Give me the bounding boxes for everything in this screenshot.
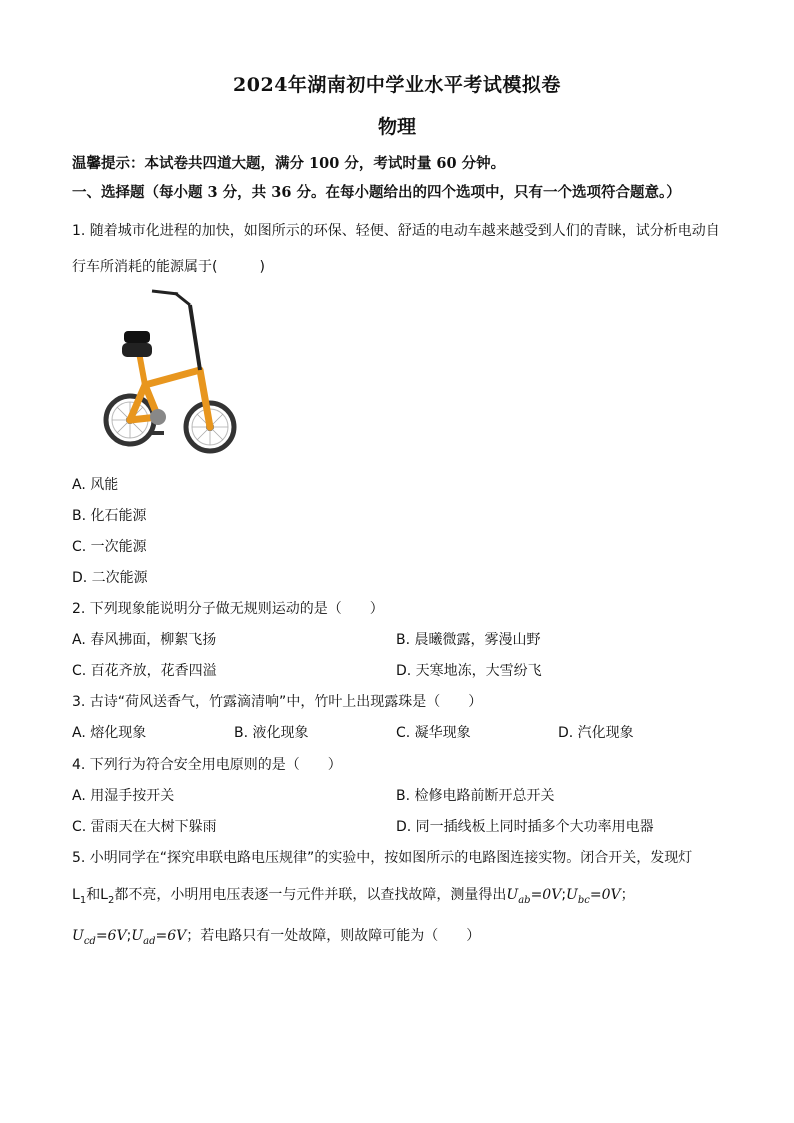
question-2-option-b: B. 晨曦微露，雾漫山野 <box>396 632 541 648</box>
question-5-line2: $L_1$和$L_2$都不亮，小明用电压表逐一与元件并联，以查找故障，测量得出$U_{ab}=0V;U_{bc}=0V$； <box>72 887 635 906</box>
voltage-uab: $U_{ab}=0V$ <box>506 887 562 906</box>
section-heading: 一、选择题（每小题 3 分，共 36 分。在每小题给出的四个选项中，只有一个选项符合题意。） <box>72 184 681 201</box>
voltage-ucd: $U_{cd}=6V$ <box>72 928 127 947</box>
electric-bicycle-image <box>100 285 240 455</box>
question-4-option-d: D. 同一插线板上同时插多个大功率用电器 <box>396 819 654 835</box>
question-3-stem: 3. 古诗“荷风送香气，竹露滴清响”中，竹叶上出现露珠是（ ） <box>72 694 483 710</box>
question-1-option-d: D. 二次能源 <box>72 570 148 586</box>
subject-title: 物理 <box>377 116 416 138</box>
question-2-option-d: D. 天寒地冻，大雪纷飞 <box>396 663 542 679</box>
question-2-option-c: C. 百花齐放，花香四溢 <box>72 663 217 679</box>
question-1-line1: 1. 随着城市化进程的加快，如图所示的环保、轻便、舒适的电动车越来越受到人们的青睐，试分析电动自 <box>72 223 720 239</box>
question-1-option-b: B. 化石能源 <box>72 508 147 524</box>
question-5-line3: $U_{cd}=6V;U_{ad}=6V$；若电路只有一处故障，则故障可能为（ ） <box>72 928 481 947</box>
question-5-line1: 5. 小明同学在“探究串联电路电压规律”的实验中，按如图所示的电路图连接实物。闭合开关，发现灯 <box>72 850 693 866</box>
voltage-uad: $U_{ad}=6V$ <box>131 928 187 947</box>
voltage-ubc: $U_{bc}=0V$ <box>566 887 621 906</box>
question-4-stem: 4. 下列行为符合安全用电原则的是（ ） <box>72 757 342 773</box>
exam-notice: 温馨提示：本试卷共四道大题，满分 100 分，考试时量 60 分钟。 <box>72 155 506 172</box>
question-1-option-c: C. 一次能源 <box>72 539 147 555</box>
question-3-option-b: B. 液化现象 <box>234 725 309 741</box>
exam-title: 2024年湖南初中学业水平考试模拟卷 <box>233 74 561 96</box>
question-4-option-b: B. 检修电路前断开总开关 <box>396 788 555 804</box>
question-3-option-c: C. 凝华现象 <box>396 725 471 741</box>
question-2-stem: 2. 下列现象能说明分子做无规则运动的是（ ） <box>72 601 384 617</box>
question-1-option-a: A. 风能 <box>72 477 119 493</box>
question-1-line2: 行车所消耗的能源属于( ) <box>72 259 265 275</box>
question-2-option-a: A. 春风拂面，柳絮飞扬 <box>72 632 217 648</box>
question-3-option-a: A. 熔化现象 <box>72 725 147 741</box>
question-4-option-c: C. 雷雨天在大树下躲雨 <box>72 819 217 835</box>
question-3-option-d: D. 汽化现象 <box>558 725 634 741</box>
question-4-option-a: A. 用湿手按开关 <box>72 788 175 804</box>
